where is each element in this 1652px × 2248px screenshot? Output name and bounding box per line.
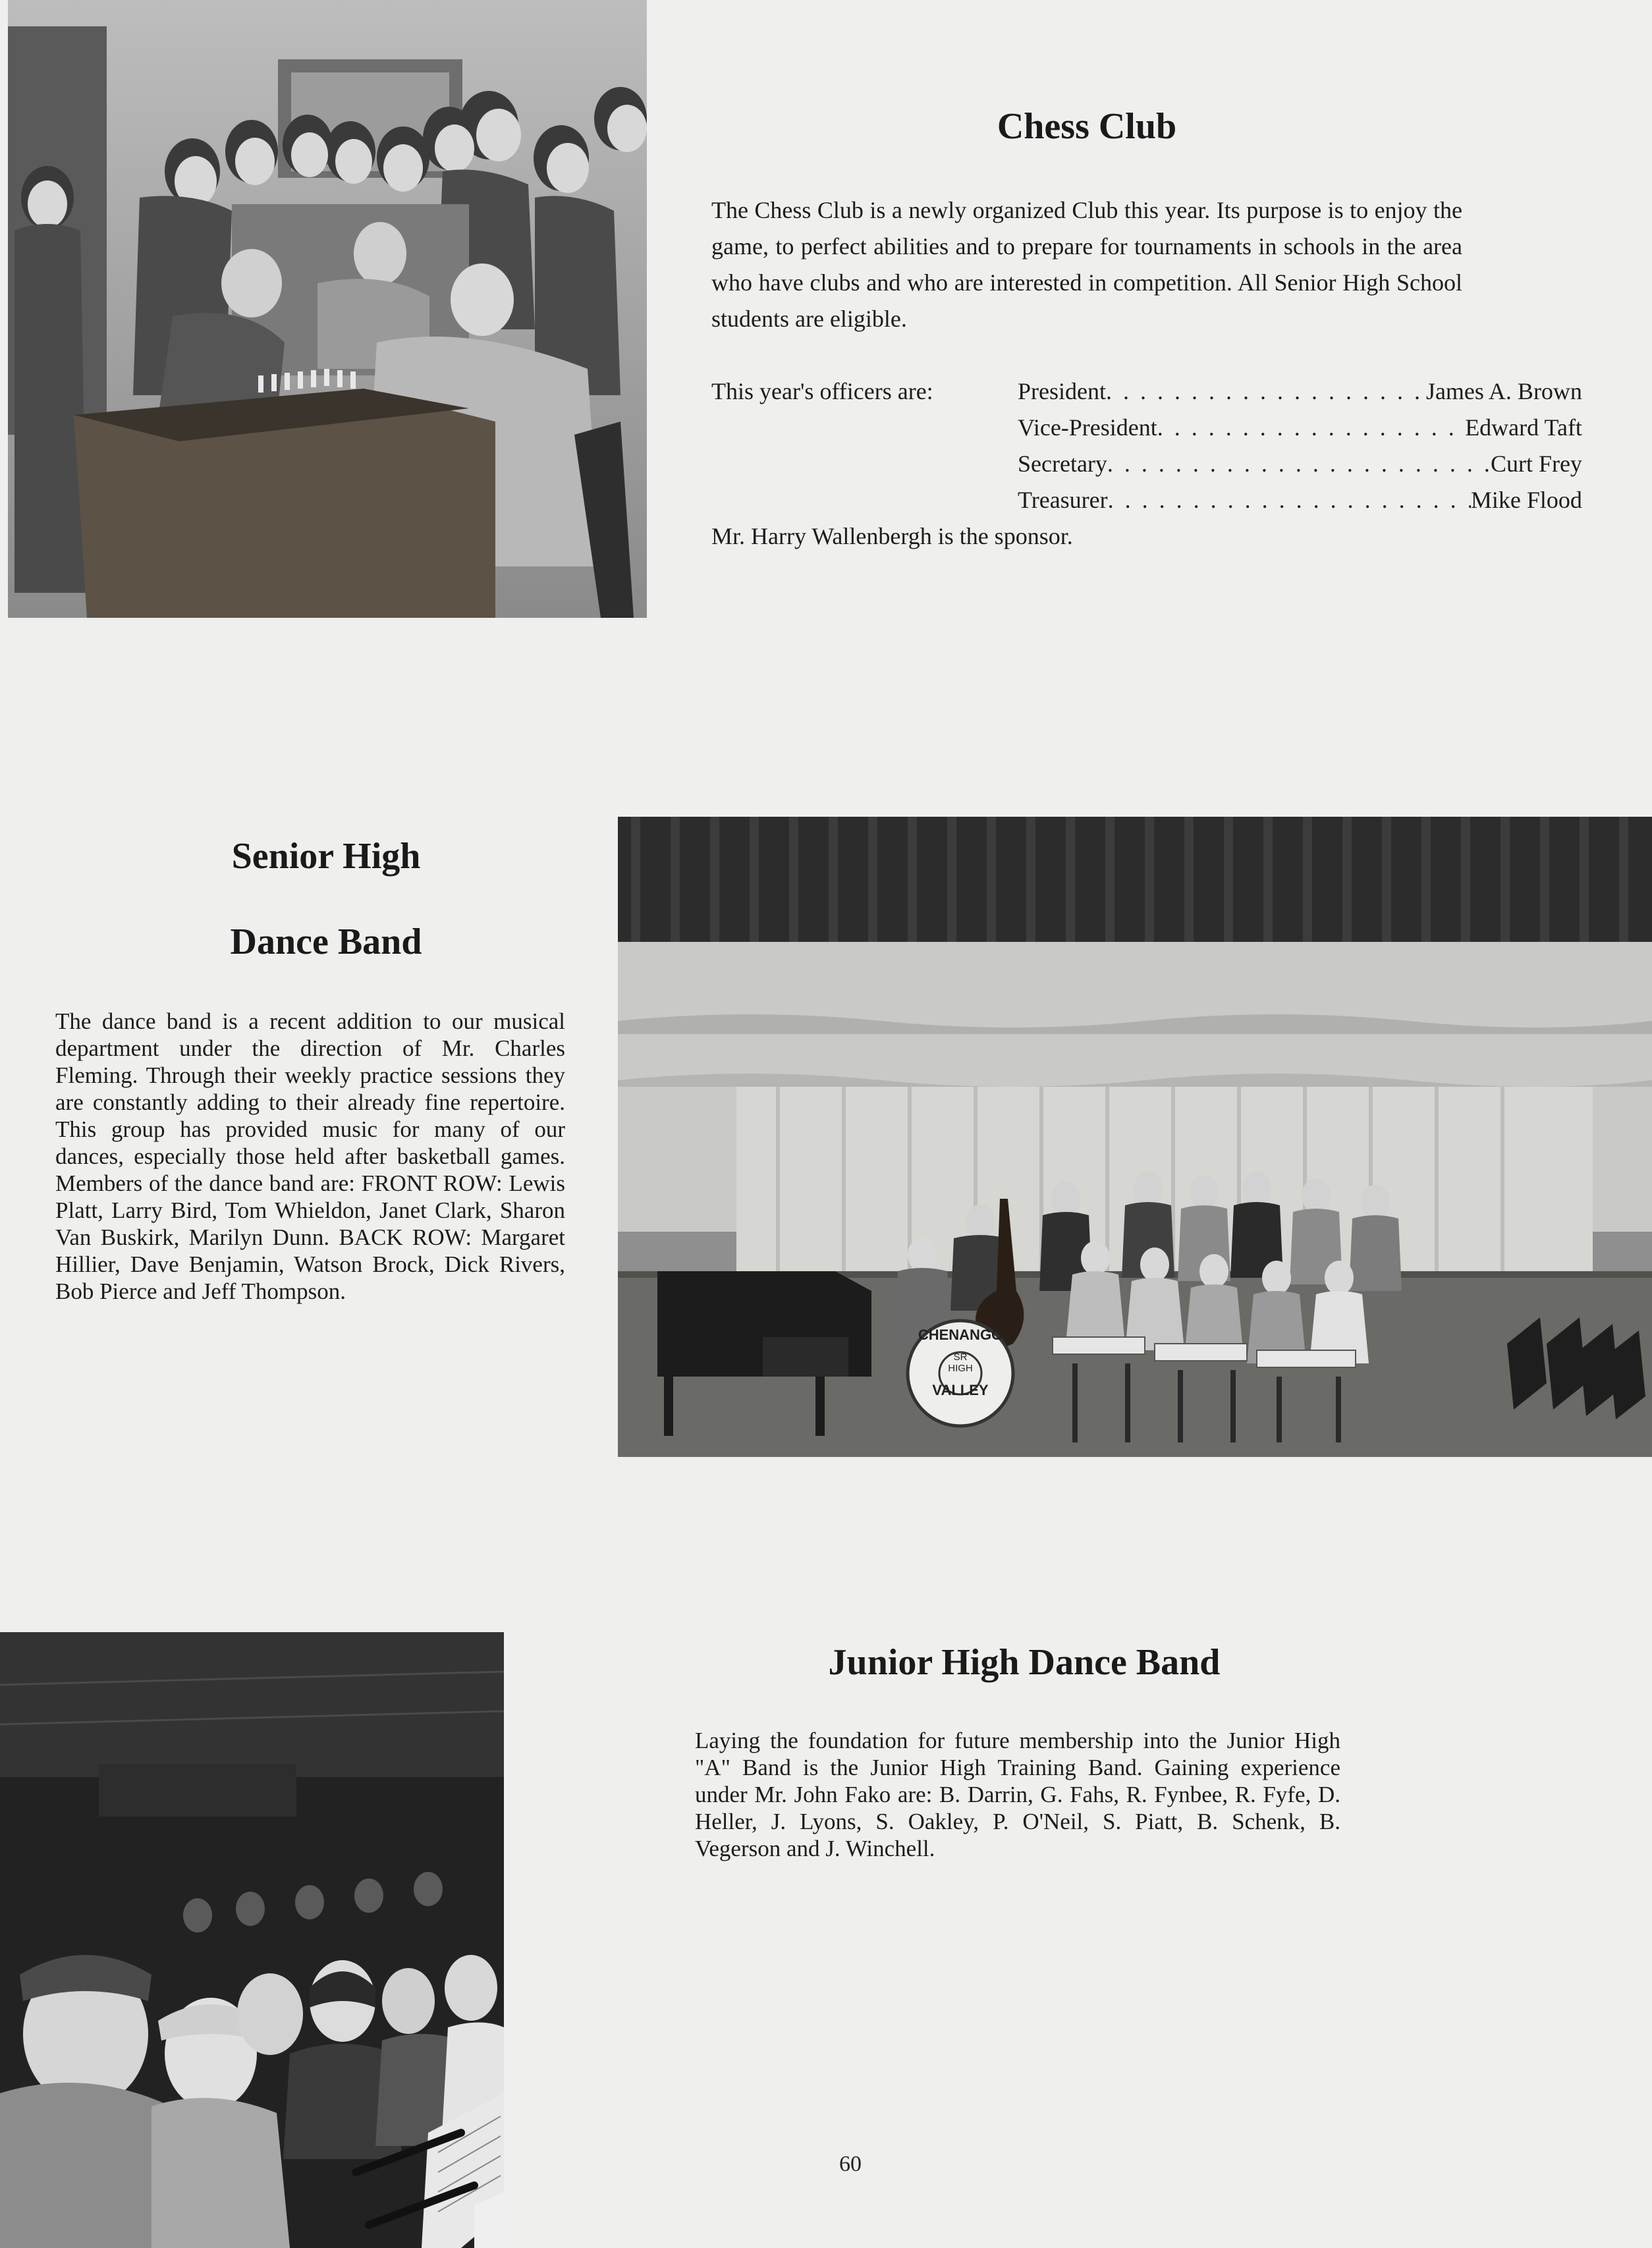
officer-role: Vice-President <box>1018 414 1157 441</box>
officer-row-secretary <box>1018 446 1582 482</box>
officer-name: Edward Taft <box>1465 414 1582 441</box>
officer-role: Secretary <box>1018 451 1107 477</box>
officer-row-treasurer <box>1018 482 1582 518</box>
officer-name: Mike Flood <box>1470 487 1582 513</box>
junior-band-photo <box>0 1632 504 2248</box>
officers-label: This year's officers are: <box>711 378 933 404</box>
officer-row-vice-president <box>1018 410 1582 446</box>
senior-band-photo <box>618 817 1652 1457</box>
chess-club-intro: The Chess Club is a newly organized Club this year. Its purpose is to enjoy the game, to perfect abilities and to prepare for tournaments in schools in the area who have clubs and who are interested in competition. All Senior High School students are eligible. <box>711 197 1462 332</box>
officer-row-president <box>1018 373 1582 410</box>
senior-band-text: The dance band is a recent addition to our musical department under the direction of Mr. Charles Fleming. Through their weekly practice sessions they are constantly adding to their already fine repertoire. This group has provided music for many of our dances, especially those held after basketball games. Members of the dance band are: FRONT ROW: Lewis Platt, Larry Bird, Tom Whieldon, Janet Clark, Sharon Van Buskirk, Marilyn Dunn. BACK ROW: Margaret Hillier, Dave Benjamin, Watson Brock, Dick Rivers, Bob Pierce and Jeff Thompson. <box>55 1008 565 1304</box>
junior-band-text: Laying the foundation for future membership into the Junior High "A" Band is the Junior High Training Band. Gaining experience under Mr. John Fako are: B. Darrin, G. Fahs, R. Fynbee, R. Fyfe, D. Heller, J. Lyons, S. Oakley, P. O'Neil, S. Piatt, B. Schenk, B. Vegerson and J. Winchell. <box>695 1728 1340 1861</box>
officer-name: Curt Frey <box>1490 451 1582 477</box>
officer-name: James A. Brown <box>1425 378 1582 404</box>
junior-band-title: Junior High Dance Band <box>828 1642 1221 1683</box>
senior-band-title-line1: Senior High <box>231 836 421 877</box>
officer-role: Treasurer <box>1018 487 1108 513</box>
chess-club-officers <box>711 373 1582 555</box>
bass-drum-label: CHENANGO SR HIGH VALLEY <box>918 1327 1003 1398</box>
officer-role: President <box>1018 378 1106 404</box>
page-number: 60 <box>839 2152 862 2176</box>
chess-club-sponsor: Mr. Harry Wallenbergh is the sponsor. <box>711 523 1073 549</box>
senior-band-title-line2: Dance Band <box>230 921 422 962</box>
chess-club-photo <box>8 0 647 618</box>
chess-club-title: Chess Club <box>997 106 1177 147</box>
